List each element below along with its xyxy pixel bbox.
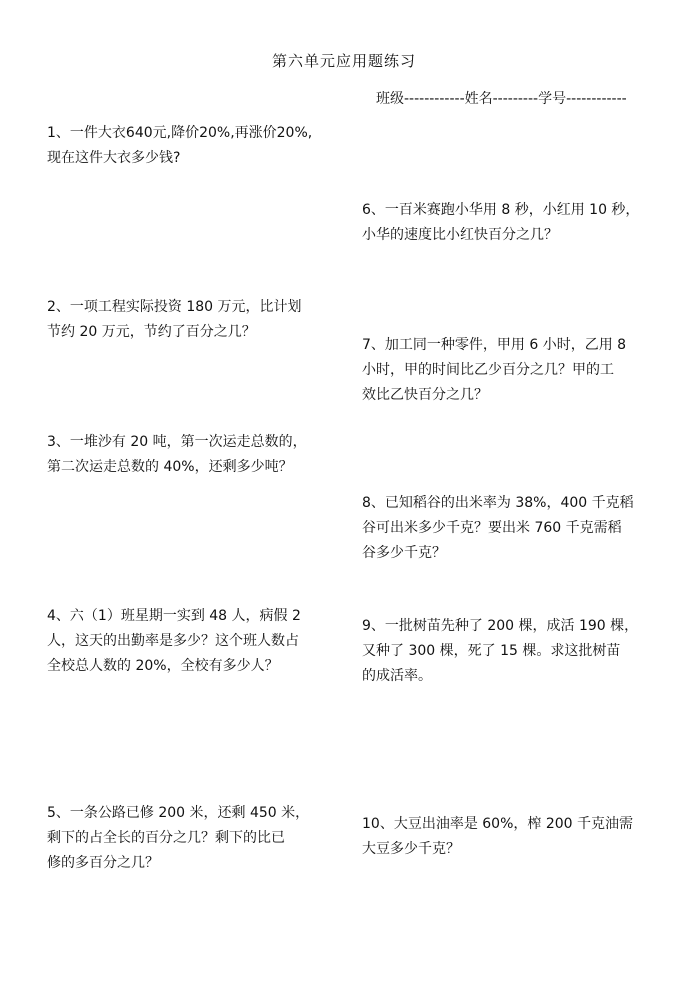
question-2-line-1: 2、一项工程实际投资 180 万元，比计划	[47, 299, 302, 315]
question-6	[362, 198, 639, 248]
student-info-line: 班级------------姓名---------学号------------	[376, 91, 627, 107]
question-3	[47, 430, 307, 480]
question-5-line-1: 5、一条公路已修 200 米，还剩 450 米，	[47, 805, 310, 821]
question-8-line-3: 谷多少千克？	[362, 545, 446, 561]
question-4	[47, 604, 301, 679]
question-4-line-1: 4、六（1）班星期一实到 48 人，病假 2	[47, 608, 301, 624]
question-4-line-2: 人，这天的出勤率是多少？这个班人数占	[47, 633, 299, 649]
question-2	[47, 295, 302, 345]
question-1-line-1: 1、一件大衣640元,降价20%,再涨价20%,	[47, 125, 313, 141]
question-5-line-2: 剩下的占全长的百分之几？剩下的比已	[47, 830, 285, 846]
question-10	[362, 812, 633, 862]
question-8-line-1: 8、已知稻谷的出米率为 38%，400 千克稻	[362, 495, 634, 511]
question-7-line-3: 效比乙快百分之几？	[362, 387, 488, 403]
question-5-line-3: 修的多百分之几？	[47, 855, 159, 871]
question-7	[362, 333, 626, 408]
question-4-line-3: 全校总人数的 20%，全校有多少人？	[47, 658, 279, 674]
question-1-line-2: 现在这件大衣多少钱?	[47, 150, 181, 166]
page-title: 第六单元应用题练习	[272, 52, 417, 70]
question-9-line-1: 9、一批树苗先种了 200 棵，成活 190 棵，	[362, 618, 639, 634]
question-10-line-2: 大豆多少千克？	[362, 841, 460, 857]
question-1	[47, 121, 312, 171]
question-7-line-2: 小时，甲的时间比乙少百分之几？甲的工	[362, 362, 614, 378]
question-5	[47, 801, 309, 876]
question-8-line-2: 谷可出米多少千克？要出米 760 千克需稻	[362, 520, 622, 536]
question-8	[362, 491, 634, 566]
question-6-line-2: 小华的速度比小红快百分之几？	[362, 227, 558, 243]
question-9-line-2: 又种了 300 棵，死了 15 棵。求这批树苗	[362, 643, 621, 659]
question-2-line-2: 节约 20 万元，节约了百分之几？	[47, 324, 256, 340]
question-3-line-1: 3、一堆沙有 20 吨，第一次运走总数的，	[47, 434, 307, 450]
question-9	[362, 614, 638, 689]
question-9-line-3: 的成活率。	[362, 668, 432, 684]
question-6-line-1: 6、一百米赛跑小华用 8 秒，小红用 10 秒，	[362, 202, 640, 218]
question-7-line-1: 7、加工同一种零件，甲用 6 小时，乙用 8	[362, 337, 627, 353]
question-10-line-1: 10、大豆出油率是 60%，榨 200 千克油需	[362, 816, 634, 832]
question-3-line-2: 第二次运走总数的 40%，还剩多少吨？	[47, 459, 293, 475]
